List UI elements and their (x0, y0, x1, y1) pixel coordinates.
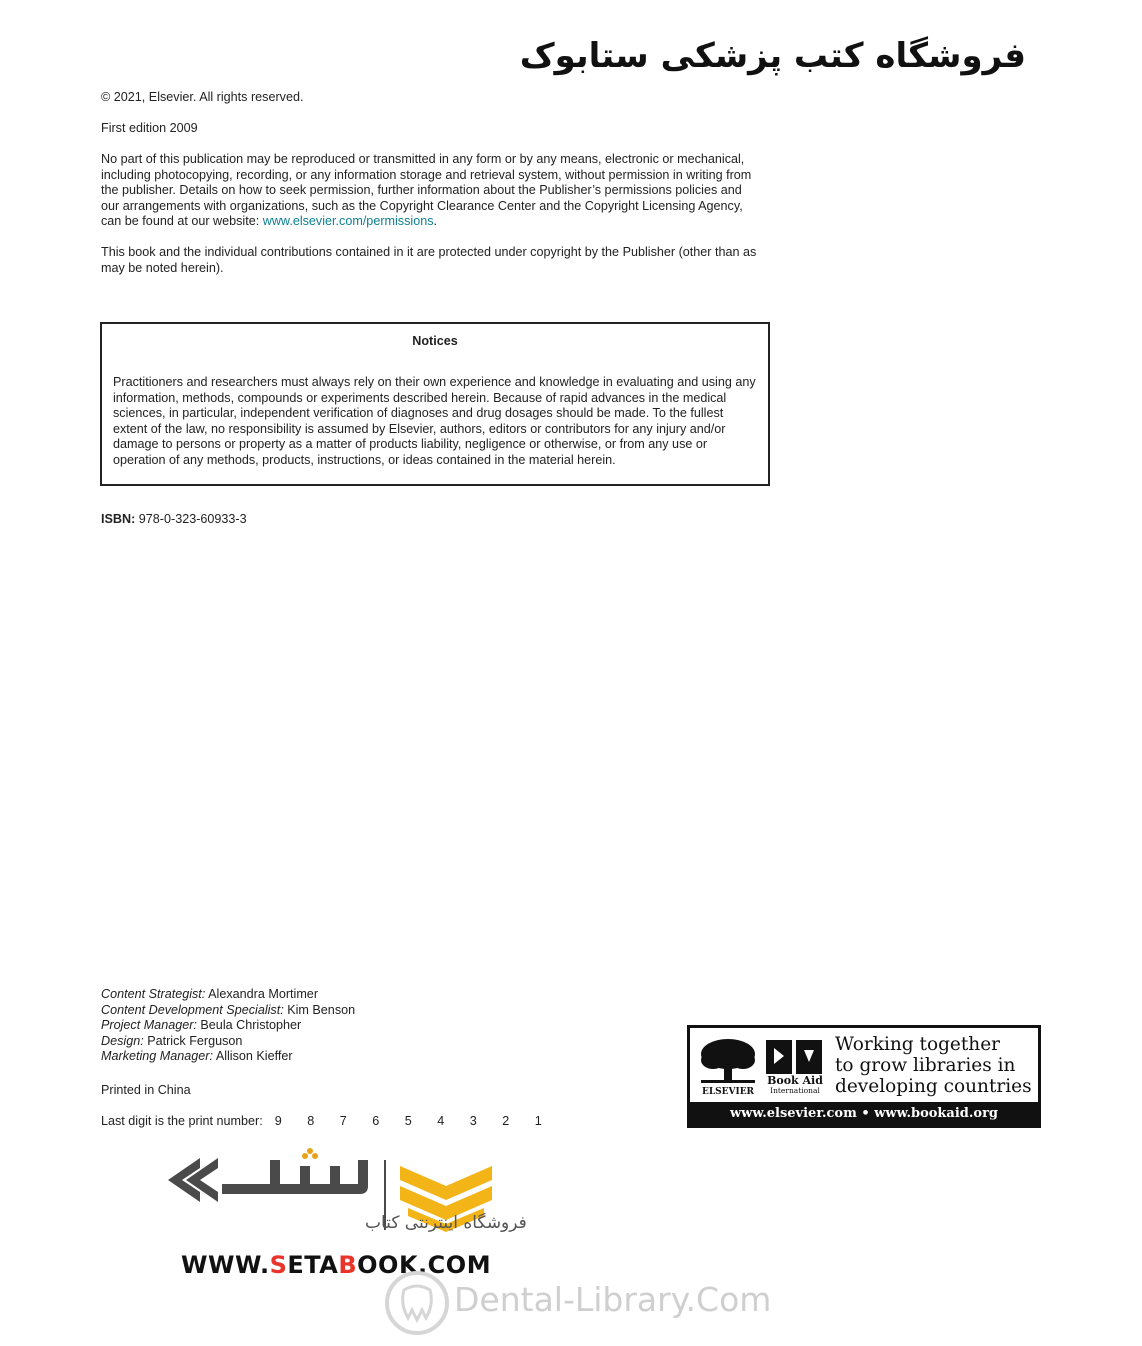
credit-row: Marketing Manager: Allison Kieffer (101, 1049, 293, 1063)
notices-title: Notices (412, 334, 458, 348)
isbn-value: 978-0-323-60933-3 (138, 512, 247, 526)
bookaid-label-2: International (770, 1086, 820, 1095)
edition-line: First edition 2009 (101, 121, 198, 135)
credit-row: Content Strategist: Alexandra Mortimer (101, 987, 319, 1001)
notices-body: Practitioners and researchers must always rely on their own experience and knowledge in evaluating and using any information, methods, compounds or experiments described herein. Because of rapid advances in the medical sciences, in particular, independent verification of diagnoses and drug dosages should be made. To the fullest extent of the law, no responsibility is assumed by Elsevier, authors, editors or contributors for any injury and/or damage to persons or property as a matter of products liability, negligence or otherwise, or from any use or operation of any methods, products, instructions, or ideas contained in the material herein. (113, 375, 756, 467)
bookaid-tagline: Working together to grow libraries in developing countries (835, 1034, 1032, 1097)
copyright-line: © 2021, Elsevier. All rights reserved. (101, 90, 304, 104)
permissions-link[interactable]: www.elsevier.com/permissions (262, 214, 434, 228)
credits-list (101, 987, 355, 1065)
credit-row: Design: Patrick Ferguson (101, 1033, 243, 1048)
permission-paragraph (101, 152, 761, 230)
isbn-line (101, 512, 247, 526)
notices-box (100, 322, 770, 486)
bookaid-banner (687, 1025, 1041, 1128)
printed-in: Printed in China (101, 1083, 191, 1097)
permission-text: No part of this publication may be reproduced or transmitted in any form or by any means, electronic or mechanical, including photocopying, recording, or any information storage and retrieval system, without permission in writing from the publisher. Details on how to seek permission, further information about the Publisher’s permissions policies and our arrangements with organizations, such as the Copyright Clearance Center and the Copyright Licensing Agency, can be found at our website: (101, 152, 752, 228)
persian-store-header: فروشگاه کتب پزشکی ستابوک (519, 36, 1026, 76)
permission-end: . (433, 214, 437, 228)
credit-row: Project Manager: Beula Christopher (101, 1018, 302, 1032)
bookaid-footer-links: www.elsevier.com • www.bookaid.org (690, 1102, 1038, 1125)
setabook-persian-tagline: فروشگاه اینترنتی کتاب (365, 1213, 527, 1233)
setabook-url[interactable]: WWW.SETABOOK.COM (181, 1251, 492, 1279)
dental-library-watermark: Dental-Library.Com (454, 1280, 772, 1319)
print-number-digits: 9 8 7 6 5 4 3 2 1 (274, 1114, 553, 1128)
protection-paragraph: This book and the individual contributions contained in it are protected under copyright by the Publisher (other than as may be noted herein). (101, 245, 757, 275)
isbn-label: ISBN: (101, 512, 136, 526)
print-number-label: Last digit is the print number: (101, 1114, 263, 1128)
credit-row: Content Development Specialist: Kim Benson (101, 1002, 356, 1017)
elsevier-label: ELSEVIER (701, 1087, 755, 1097)
setabook-logo (160, 1152, 527, 1242)
bookaid-logo-icon (764, 1036, 826, 1096)
elsevier-tree-icon (699, 1036, 757, 1096)
bookaid-label-1: Book Aid (767, 1074, 823, 1087)
print-number-line (101, 1114, 553, 1128)
